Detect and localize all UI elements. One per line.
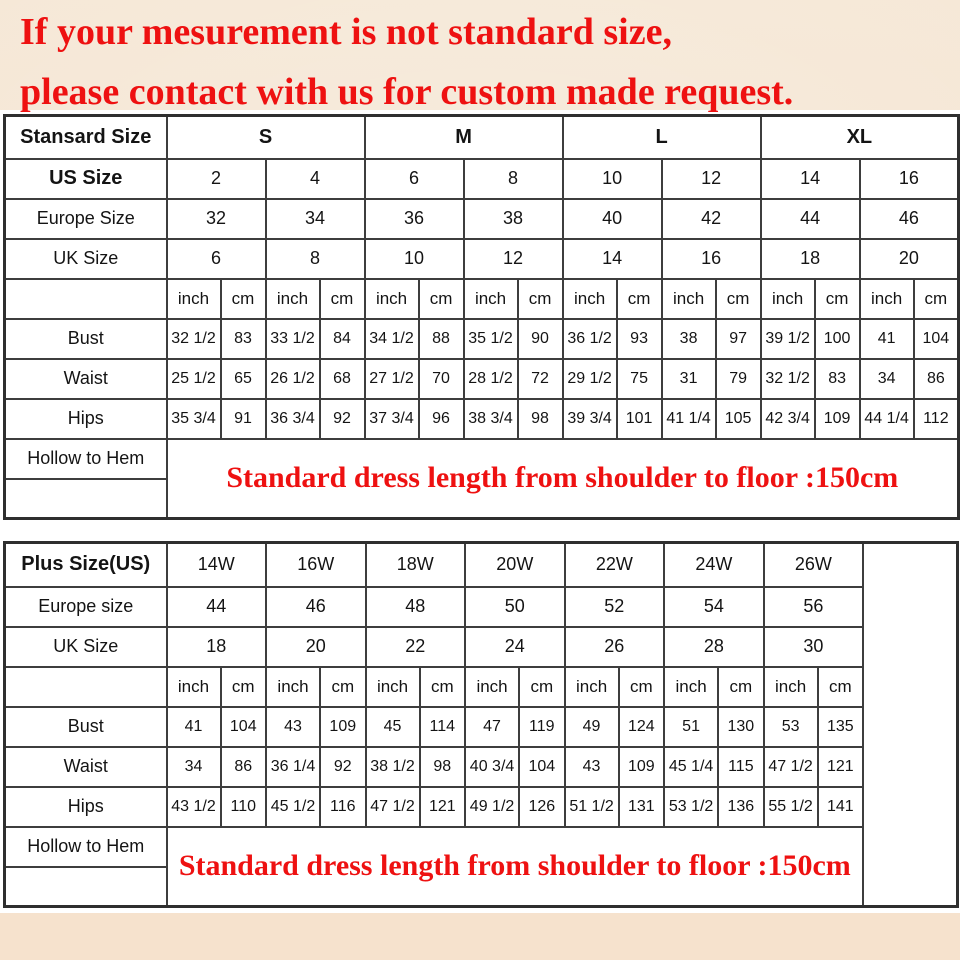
measure-value-cell: 119	[519, 707, 565, 747]
row-label-cell: Bust	[5, 707, 167, 747]
measure-value-cell: 34	[167, 747, 221, 787]
size-value-cell: 8	[464, 159, 563, 199]
size-value-cell: 18	[167, 627, 267, 667]
size-value-cell: 20	[266, 627, 366, 667]
measure-value-cell: 42 3/4	[761, 399, 815, 439]
measure-value-cell: 25 1/2	[167, 359, 221, 399]
size-value-cell: 54	[664, 587, 764, 627]
custom-size-notice-line1: If your mesurement is not standard size,	[20, 11, 672, 53]
size-header-cell: M	[365, 116, 563, 159]
unit-inch-cell: inch	[563, 279, 617, 319]
size-value-cell: 50	[465, 587, 565, 627]
measure-value-cell: 72	[518, 359, 563, 399]
measure-value-cell: 105	[716, 399, 761, 439]
size-value-cell: 2	[167, 159, 266, 199]
measure-value-cell: 29 1/2	[563, 359, 617, 399]
size-value-cell: 46	[266, 587, 366, 627]
measure-value-cell: 112	[914, 399, 959, 439]
measure-value-cell: 98	[420, 747, 466, 787]
size-header-cell: XL	[761, 116, 959, 159]
size-header-cell: 14W	[167, 543, 267, 587]
row-label-cell: UK Size	[5, 239, 167, 279]
size-value-cell: 12	[662, 159, 761, 199]
size-value-cell: 38	[464, 199, 563, 239]
measure-value-cell: 92	[320, 399, 365, 439]
size-value-cell: 24	[465, 627, 565, 667]
unit-inch-cell: inch	[664, 667, 718, 707]
size-value-cell: 56	[764, 587, 864, 627]
measure-value-cell: 36 1/2	[563, 319, 617, 359]
measure-value-cell: 83	[815, 359, 860, 399]
measure-value-cell: 88	[419, 319, 464, 359]
unit-cm-cell: cm	[221, 279, 266, 319]
measure-value-cell: 38 1/2	[366, 747, 420, 787]
measure-value-cell: 114	[420, 707, 466, 747]
measure-value-cell: 36 3/4	[266, 399, 320, 439]
unit-cm-cell: cm	[320, 667, 366, 707]
measure-value-cell: 39 3/4	[563, 399, 617, 439]
measure-value-cell: 109	[815, 399, 860, 439]
measure-value-cell: 40 3/4	[465, 747, 519, 787]
size-value-cell: 34	[266, 199, 365, 239]
measure-value-cell: 130	[718, 707, 764, 747]
unit-inch-cell: inch	[266, 667, 320, 707]
measure-value-cell: 33 1/2	[266, 319, 320, 359]
measure-value-cell: 115	[718, 747, 764, 787]
measure-value-cell: 75	[617, 359, 662, 399]
unit-inch-cell: inch	[465, 667, 519, 707]
row-label-cell: Hollow to Hem	[5, 827, 167, 867]
size-header-cell: 20W	[465, 543, 565, 587]
unit-cm-cell: cm	[716, 279, 761, 319]
measure-value-cell: 116	[320, 787, 366, 827]
size-value-cell: 36	[365, 199, 464, 239]
measure-value-cell: 100	[815, 319, 860, 359]
row-label-cell: Bust	[5, 319, 167, 359]
size-header-cell: 18W	[366, 543, 466, 587]
measure-value-cell: 79	[716, 359, 761, 399]
custom-size-notice-line2: please contact with us for custom made request.	[20, 71, 794, 113]
measure-value-cell: 51 1/2	[565, 787, 619, 827]
size-value-cell: 10	[563, 159, 662, 199]
measure-value-cell: 35 3/4	[167, 399, 221, 439]
blank-cell	[5, 867, 167, 907]
unit-cm-cell: cm	[419, 279, 464, 319]
row-label-cell: UK Size	[5, 627, 167, 667]
size-value-cell: 48	[366, 587, 466, 627]
measure-value-cell: 32 1/2	[167, 319, 221, 359]
measure-value-cell: 104	[519, 747, 565, 787]
measure-value-cell: 86	[221, 747, 267, 787]
measure-value-cell: 98	[518, 399, 563, 439]
measure-value-cell: 49 1/2	[465, 787, 519, 827]
table-title-cell: Stansard Size	[5, 116, 167, 159]
unit-inch-cell: inch	[860, 279, 914, 319]
unit-inch-cell: inch	[167, 279, 221, 319]
measure-value-cell: 91	[221, 399, 266, 439]
size-header-cell: L	[563, 116, 761, 159]
measure-value-cell: 39 1/2	[761, 319, 815, 359]
measure-value-cell: 90	[518, 319, 563, 359]
row-label-cell: Hollow to Hem	[5, 439, 167, 479]
unit-cm-cell: cm	[617, 279, 662, 319]
size-value-cell: 10	[365, 239, 464, 279]
row-label-cell: Waist	[5, 359, 167, 399]
measure-value-cell: 47 1/2	[764, 747, 818, 787]
measure-value-cell: 104	[221, 707, 267, 747]
unit-cm-cell: cm	[619, 667, 665, 707]
row-label-cell: Europe Size	[5, 199, 167, 239]
measure-value-cell: 45	[366, 707, 420, 747]
unit-cm-cell: cm	[519, 667, 565, 707]
unit-cm-cell: cm	[815, 279, 860, 319]
measure-value-cell: 28 1/2	[464, 359, 518, 399]
measure-value-cell: 38	[662, 319, 716, 359]
size-value-cell: 30	[764, 627, 864, 667]
unit-cm-cell: cm	[320, 279, 365, 319]
unit-inch-cell: inch	[464, 279, 518, 319]
size-value-cell: 44	[761, 199, 860, 239]
unit-inch-cell: inch	[764, 667, 818, 707]
measure-value-cell: 41	[167, 707, 221, 747]
measure-value-cell: 55 1/2	[764, 787, 818, 827]
size-value-cell: 14	[761, 159, 860, 199]
measure-value-cell: 84	[320, 319, 365, 359]
size-value-cell: 32	[167, 199, 266, 239]
size-value-cell: 12	[464, 239, 563, 279]
size-value-cell: 4	[266, 159, 365, 199]
size-header-cell: 26W	[764, 543, 864, 587]
measure-value-cell: 126	[519, 787, 565, 827]
measure-value-cell: 110	[221, 787, 267, 827]
blank-cell	[5, 479, 167, 519]
unit-cm-cell: cm	[420, 667, 466, 707]
unit-cm-cell: cm	[914, 279, 959, 319]
standard-size-table	[3, 114, 960, 520]
measure-value-cell: 121	[420, 787, 466, 827]
size-header-cell: 24W	[664, 543, 764, 587]
measure-value-cell: 92	[320, 747, 366, 787]
size-value-cell: 18	[761, 239, 860, 279]
dress-length-note: Standard dress length from shoulder to floor :150cm	[167, 439, 959, 519]
measure-value-cell: 36 1/4	[266, 747, 320, 787]
row-label-cell: US Size	[5, 159, 167, 199]
measure-value-cell: 104	[914, 319, 959, 359]
measure-value-cell: 135	[818, 707, 864, 747]
measure-value-cell: 101	[617, 399, 662, 439]
measure-value-cell: 43	[565, 747, 619, 787]
size-value-cell: 52	[565, 587, 665, 627]
unit-cm-cell: cm	[718, 667, 764, 707]
size-value-cell: 26	[565, 627, 665, 667]
measure-value-cell: 131	[619, 787, 665, 827]
measure-value-cell: 109	[320, 707, 366, 747]
size-value-cell: 28	[664, 627, 764, 667]
measure-value-cell: 65	[221, 359, 266, 399]
size-header-cell: 16W	[266, 543, 366, 587]
row-label-cell: Europe size	[5, 587, 167, 627]
size-header-cell: 22W	[565, 543, 665, 587]
measure-value-cell: 109	[619, 747, 665, 787]
unit-inch-cell: inch	[366, 667, 420, 707]
measure-value-cell: 43	[266, 707, 320, 747]
measure-value-cell: 96	[419, 399, 464, 439]
measure-value-cell: 51	[664, 707, 718, 747]
size-value-cell: 22	[366, 627, 466, 667]
size-value-cell: 8	[266, 239, 365, 279]
size-value-cell: 40	[563, 199, 662, 239]
measure-value-cell: 53 1/2	[664, 787, 718, 827]
measure-value-cell: 31	[662, 359, 716, 399]
measure-value-cell: 136	[718, 787, 764, 827]
size-header-cell: S	[167, 116, 365, 159]
measure-value-cell: 124	[619, 707, 665, 747]
size-value-cell: 20	[860, 239, 959, 279]
table-title-cell: Plus Size(US)	[5, 543, 167, 587]
measure-value-cell: 44 1/4	[860, 399, 914, 439]
measure-value-cell: 47 1/2	[366, 787, 420, 827]
dress-length-note: Standard dress length from shoulder to floor :150cm	[167, 827, 864, 907]
measure-value-cell: 93	[617, 319, 662, 359]
measure-value-cell: 97	[716, 319, 761, 359]
measure-value-cell: 70	[419, 359, 464, 399]
row-label-cell: Waist	[5, 747, 167, 787]
unit-cm-cell: cm	[818, 667, 864, 707]
measure-value-cell: 53	[764, 707, 818, 747]
measure-value-cell: 41 1/4	[662, 399, 716, 439]
measure-value-cell: 121	[818, 747, 864, 787]
size-value-cell: 6	[167, 239, 266, 279]
row-label-cell: Hips	[5, 787, 167, 827]
measure-value-cell: 45 1/2	[266, 787, 320, 827]
measure-value-cell: 34	[860, 359, 914, 399]
unit-cm-cell: cm	[518, 279, 563, 319]
unit-inch-cell: inch	[167, 667, 221, 707]
plus-size-table	[3, 541, 959, 908]
measure-value-cell: 27 1/2	[365, 359, 419, 399]
empty-column-cell	[863, 543, 957, 907]
measure-value-cell: 37 3/4	[365, 399, 419, 439]
size-value-cell: 14	[563, 239, 662, 279]
blank-cell	[5, 279, 167, 319]
size-value-cell: 6	[365, 159, 464, 199]
unit-inch-cell: inch	[565, 667, 619, 707]
blank-cell	[5, 667, 167, 707]
measure-value-cell: 38 3/4	[464, 399, 518, 439]
measure-value-cell: 86	[914, 359, 959, 399]
measure-value-cell: 41	[860, 319, 914, 359]
size-value-cell: 46	[860, 199, 959, 239]
unit-inch-cell: inch	[761, 279, 815, 319]
measure-value-cell: 34 1/2	[365, 319, 419, 359]
unit-inch-cell: inch	[662, 279, 716, 319]
measure-value-cell: 26 1/2	[266, 359, 320, 399]
measure-value-cell: 32 1/2	[761, 359, 815, 399]
unit-inch-cell: inch	[365, 279, 419, 319]
measure-value-cell: 45 1/4	[664, 747, 718, 787]
measure-value-cell: 68	[320, 359, 365, 399]
size-value-cell: 42	[662, 199, 761, 239]
measure-value-cell: 83	[221, 319, 266, 359]
measure-value-cell: 43 1/2	[167, 787, 221, 827]
row-label-cell: Hips	[5, 399, 167, 439]
unit-inch-cell: inch	[266, 279, 320, 319]
measure-value-cell: 35 1/2	[464, 319, 518, 359]
size-value-cell: 16	[662, 239, 761, 279]
size-value-cell: 16	[860, 159, 959, 199]
measure-value-cell: 141	[818, 787, 864, 827]
size-value-cell: 44	[167, 587, 267, 627]
measure-value-cell: 47	[465, 707, 519, 747]
measure-value-cell: 49	[565, 707, 619, 747]
unit-cm-cell: cm	[221, 667, 267, 707]
